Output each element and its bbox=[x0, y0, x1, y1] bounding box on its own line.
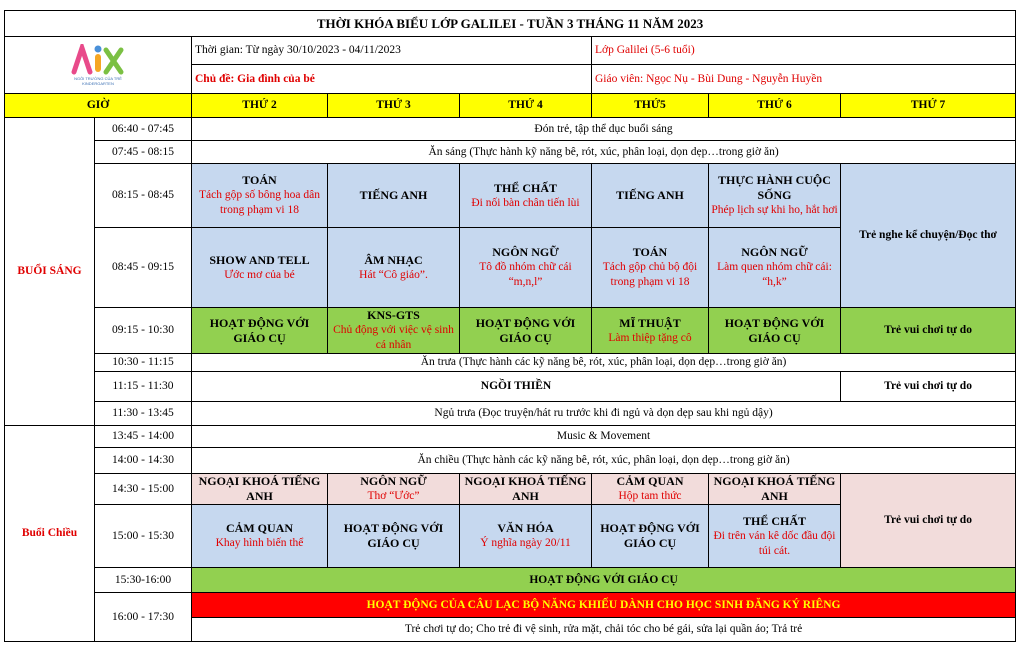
schedule-dates: Thời gian: Từ ngày 30/10/2023 - 04/11/2023 bbox=[192, 37, 592, 65]
lesson-cell bbox=[709, 228, 841, 308]
lesson-detail: Ước mơ của bé bbox=[224, 268, 295, 281]
header-wed: THỨ 4 bbox=[460, 94, 592, 118]
activity-detail: Làm thiệp tặng cô bbox=[608, 331, 692, 344]
time-slot: 16:00 - 17:30 bbox=[95, 593, 192, 642]
lesson-cell bbox=[460, 164, 592, 228]
lesson-subject: SHOW AND TELL bbox=[209, 252, 310, 267]
time-column-header: GIỜ bbox=[5, 94, 192, 118]
time-slot: 08:45 - 09:15 bbox=[95, 228, 192, 308]
timetable bbox=[4, 10, 1016, 642]
row-breakfast: Ăn sáng (Thực hành kỹ năng bê, rót, xúc, phân loại, dọn dẹp…trong giờ ăn) bbox=[192, 141, 1016, 164]
session-afternoon: Buổi Chiều bbox=[5, 426, 95, 642]
lesson-subject: TOÁN bbox=[632, 245, 668, 259]
afternoon-subject: CẢM QUAN bbox=[616, 474, 684, 488]
class-name: Lớp Galilei (5-6 tuổi) bbox=[592, 37, 1016, 65]
lesson-cell bbox=[328, 228, 460, 308]
afternoon-cell bbox=[592, 474, 709, 505]
time-slot: 13:45 - 14:00 bbox=[95, 426, 192, 448]
lesson-cell bbox=[460, 228, 592, 308]
row-lunch: Ăn trưa (Thực hành các kỹ năng bê, rót, xúc, phân loại, dọn dẹp…trong giờ ăn) bbox=[192, 354, 1016, 372]
lesson-detail: Tô đồ nhóm chữ cái “m,n,l” bbox=[479, 261, 572, 288]
lesson-detail: Làm quen nhóm chữ cái: “h,k” bbox=[717, 261, 832, 288]
time-slot: 06:40 - 07:45 bbox=[95, 118, 192, 141]
saturday-free-play: Trẻ vui chơi tự do bbox=[841, 372, 1016, 402]
session-morning: BUỔI SÁNG bbox=[5, 118, 95, 426]
time-slot: 15:00 - 15:30 bbox=[95, 505, 192, 568]
afternoon-subject: NGOẠI KHOÁ TIẾNG ANH bbox=[464, 474, 587, 503]
school-logo bbox=[5, 37, 192, 94]
activity-cell bbox=[328, 308, 460, 354]
activity-cell bbox=[460, 308, 592, 354]
lesson-subject: CẢM QUAN bbox=[226, 521, 293, 535]
activity-subject: KNS-GTS bbox=[367, 308, 420, 322]
lesson-subject: TIẾNG ANH bbox=[616, 188, 684, 202]
lesson-subject: NGÔN NGỮ bbox=[741, 245, 808, 259]
lesson-cell bbox=[709, 164, 841, 228]
lesson-subject: NGÔN NGỮ bbox=[492, 245, 559, 259]
afternoon-cell bbox=[709, 474, 841, 505]
row-meditation: NGỒI THIỀN bbox=[192, 372, 841, 402]
lesson-cell bbox=[460, 505, 592, 568]
lesson-detail: Ý nghĩa ngày 20/11 bbox=[480, 537, 571, 549]
lesson-cell bbox=[192, 164, 328, 228]
row-arrival: Đón trẻ, tập thể dục buổi sáng bbox=[192, 118, 1016, 141]
saturday-afternoon-activity: Trẻ vui chơi tự do bbox=[841, 474, 1016, 568]
row-nap: Ngủ trưa (Đọc truyện/hát ru trước khi đi ngủ và dọn dẹp sau khi ngủ dậy) bbox=[192, 402, 1016, 426]
lesson-subject: ÂM NHẠC bbox=[364, 252, 423, 267]
lesson-subject: THỰC HÀNH CUỘC SỐNG bbox=[718, 173, 831, 202]
afternoon-subject: NGOẠI KHOÁ TIẾNG ANH bbox=[713, 474, 836, 503]
lesson-detail: Phép lịch sự khi ho, hắt hơi bbox=[711, 204, 838, 216]
afternoon-cell bbox=[460, 474, 592, 505]
afternoon-cell bbox=[328, 474, 460, 505]
activity-cell bbox=[592, 308, 709, 354]
lesson-subject: VĂN HÓA bbox=[497, 521, 554, 535]
saturday-morning-activity: Trẻ nghe kể chuyện/Đọc thơ bbox=[841, 164, 1016, 308]
afternoon-cell bbox=[192, 474, 328, 505]
lesson-detail: Tách gộp số bông hoa dân trong phạm vi 18 bbox=[198, 189, 321, 216]
lesson-detail: Hát “Cô giáo”. bbox=[359, 268, 428, 281]
afternoon-detail: Thơ “Ước” bbox=[367, 490, 420, 502]
lesson-cell bbox=[592, 164, 709, 228]
time-slot: 09:15 - 10:30 bbox=[95, 308, 192, 354]
lesson-detail: Đi nối bàn chân tiến lùi bbox=[471, 196, 580, 209]
activity-subject: MĨ THUẬT bbox=[619, 315, 681, 330]
lesson-subject: TIẾNG ANH bbox=[359, 188, 428, 202]
afternoon-subject: NGOẠI KHOÁ TIẾNG ANH bbox=[198, 474, 321, 503]
lesson-subject: THỂ CHẤT bbox=[742, 513, 806, 528]
header-thu: THỨ5 bbox=[592, 94, 709, 118]
activity-subject: HOẠT ĐỘNG VỚI GIÁO CỤ bbox=[724, 315, 825, 345]
lesson-subject: HOẠT ĐỘNG VỚI GIÁO CỤ bbox=[600, 521, 700, 550]
lesson-cell bbox=[192, 228, 328, 308]
time-slot: 08:15 - 08:45 bbox=[95, 164, 192, 228]
row-free-play-pickup: Trẻ chơi tự do; Cho trẻ đi vệ sinh, rửa mặt, chải tóc cho bé gái, sửa lại quần áo; Trả trẻ bbox=[192, 618, 1016, 642]
activity-subject: HOẠT ĐỘNG VỚI GIÁO CỤ bbox=[475, 315, 576, 345]
lesson-cell bbox=[328, 164, 460, 228]
logo-tagline: NGÔI TRƯỜNG CỦA TRẺ bbox=[74, 76, 122, 81]
lesson-detail: Tách gộp chủ bộ đội trong phạm vi 18 bbox=[602, 261, 698, 288]
time-slot: 10:30 - 11:15 bbox=[95, 354, 192, 372]
activity-cell bbox=[192, 308, 328, 354]
afternoon-subject: NGÔN NGỮ bbox=[360, 474, 427, 488]
aik-logo-icon bbox=[70, 44, 126, 76]
time-slot: 11:30 - 13:45 bbox=[95, 402, 192, 426]
time-slot: 07:45 - 08:15 bbox=[95, 141, 192, 164]
lesson-cell bbox=[709, 505, 841, 568]
row-snack: Ăn chiều (Thực hành các kỹ năng bê, rót, xúc, phân loại, dọn dẹp…trong giờ ăn) bbox=[192, 448, 1016, 474]
weekly-topic: Chủ đề: Gia đình của bé bbox=[192, 65, 592, 94]
header-tue: THỨ 3 bbox=[328, 94, 460, 118]
activity-cell bbox=[709, 308, 841, 354]
lesson-cell bbox=[192, 505, 328, 568]
header-mon: THỨ 2 bbox=[192, 94, 328, 118]
activity-cell: Trẻ vui chơi tự do bbox=[841, 308, 1016, 354]
header-sat: THỨ 7 bbox=[841, 94, 1016, 118]
logo-kindergarten: KINDERGARTEN bbox=[82, 81, 114, 86]
lesson-cell bbox=[328, 505, 460, 568]
time-slot: 15:30-16:00 bbox=[95, 568, 192, 593]
time-slot: 14:30 - 15:00 bbox=[95, 474, 192, 505]
row-music-movement: Music & Movement bbox=[192, 426, 1016, 448]
afternoon-detail: Hộp tam thức bbox=[618, 490, 682, 502]
timetable-title: THỜI KHÓA BIỂU LỚP GALILEI - TUẦN 3 THÁNG 11 NĂM 2023 bbox=[5, 11, 1016, 37]
row-materials-activity: HOẠT ĐỘNG VỚI GIÁO CỤ bbox=[192, 568, 1016, 593]
activity-detail: Chủ động với việc vệ sinh cá nhân bbox=[333, 324, 454, 351]
lesson-detail: Đi trên ván kê dốc đầu đội túi cát. bbox=[713, 529, 836, 557]
row-talent-club: HOẠT ĐỘNG CỦA CÂU LẠC BỘ NĂNG KHIẾU DÀNH CHO HỌC SINH ĐĂNG KÝ RIÊNG bbox=[192, 593, 1016, 618]
lesson-detail: Khay hình biến thể bbox=[215, 537, 304, 549]
lesson-subject: TOÁN bbox=[242, 173, 277, 187]
lesson-subject: THỂ CHẤT bbox=[493, 180, 557, 195]
time-slot: 14:00 - 14:30 bbox=[95, 448, 192, 474]
lesson-subject: HOẠT ĐỘNG VỚI GIÁO CỤ bbox=[343, 521, 444, 550]
lesson-cell bbox=[592, 228, 709, 308]
header-fri: THỨ 6 bbox=[709, 94, 841, 118]
teachers: Giáo viên: Ngọc Nụ - Bùi Dung - Nguyễn Huyền bbox=[592, 65, 1016, 94]
lesson-cell bbox=[592, 505, 709, 568]
activity-subject: HOẠT ĐỘNG VỚI GIÁO CỤ bbox=[209, 315, 310, 345]
time-slot: 11:15 - 11:30 bbox=[95, 372, 192, 402]
